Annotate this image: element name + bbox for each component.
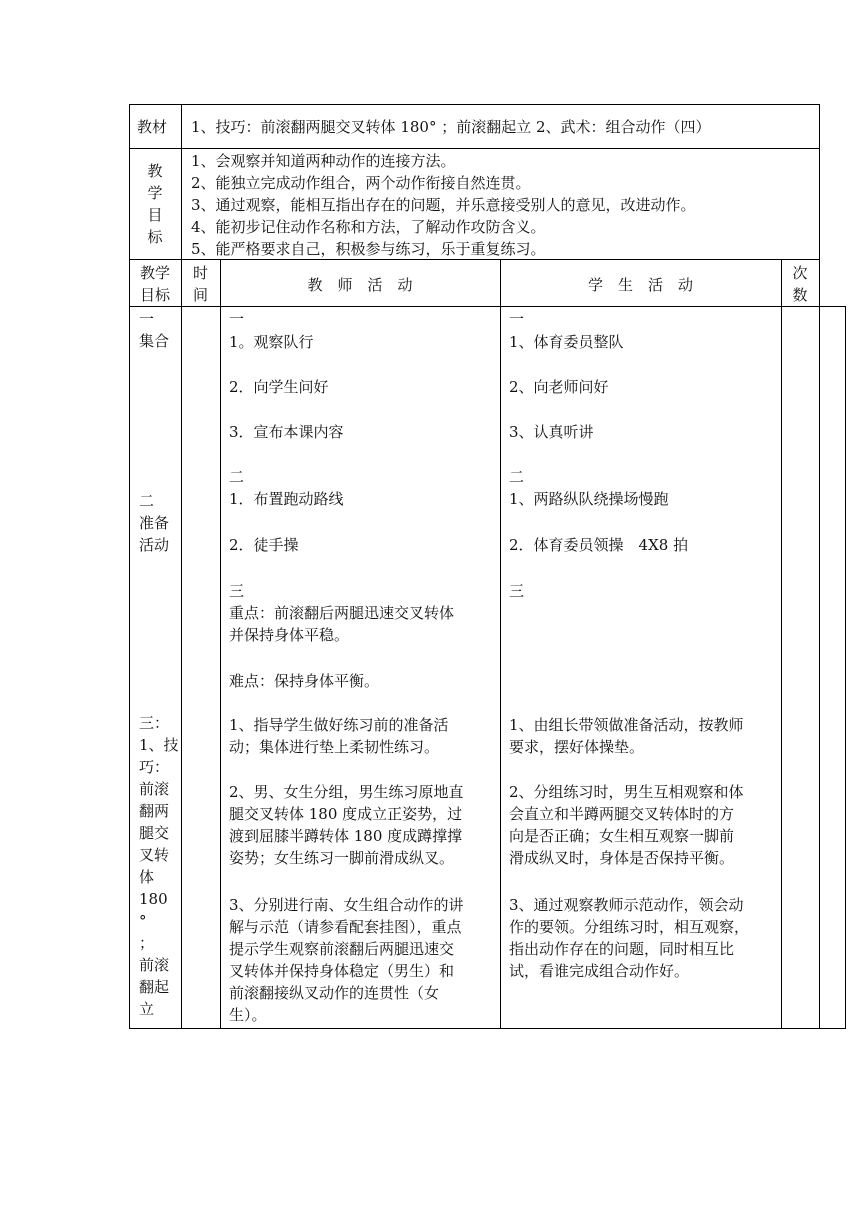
teacher-key-point: 重点：前滚翻后两腿迅速交叉转体 并保持身体平稳。 (229, 604, 455, 644)
header-goal: 教学 目标 (139, 264, 170, 304)
student-para-1: 1、由组长带领做准备活动，按教师 要求，摆好体操垫。 (509, 716, 744, 756)
student-item: 1、体育委员整队 (509, 333, 624, 351)
row1-content: 1、技巧：前滚翻两腿交叉转体 180° ；前滚翻起立 2、武术：组合动作（四） (191, 118, 711, 136)
objective-item: 3、通过观察，能相互指出存在的问题，并乐意接受别人的意见，改进动作。 (191, 196, 696, 214)
teacher-item: 1。观察队行 (229, 333, 314, 351)
header-time: 时 间 (192, 264, 208, 304)
header-bottom-line (129, 306, 846, 307)
student-item: 2、向老师问好 (509, 378, 609, 396)
header-student: 学 生 活 动 (587, 276, 693, 294)
objective-item: 1、会观察并知道两种动作的连接方法。 (191, 152, 456, 170)
student-section-3: 三 (509, 582, 525, 600)
teacher-col-line (500, 259, 501, 1029)
teacher-section-1: 一 (229, 310, 245, 328)
student-col-line (781, 259, 782, 1029)
objective-item: 2、能独立完成动作组合，两个动作衔接自然连贯。 (191, 174, 531, 192)
row2-label: 教 学 目 标 (147, 162, 163, 246)
extra-col-line (819, 306, 820, 1029)
goal-skill: 三： 1、技 巧： 前滚 翻两 腿交 叉转 体 180 ° ； 前滚 翻起 立 (139, 714, 179, 1018)
time-col-line (220, 259, 221, 1029)
header-count: 次 数 (792, 264, 808, 304)
teacher-para-3: 3、分别进行南、女生组合动作的讲 解与示范（请参看配套挂图），重点 提示学生观察前滚翻后两腿迅速交 叉转体并保持身体稳定（男生）和 前滚翻接纵叉动作的连贯性（女 生）。 (229, 896, 464, 1024)
label-col-line (181, 104, 182, 1029)
student-section-2: 二 (509, 468, 525, 486)
row1-bottom-line (129, 148, 820, 149)
student-item: 3、认真听讲 (509, 423, 594, 441)
student-para-3: 3、通过观察教师示范动作，领会动 作的要领。分组练习时，相互观察， 指出动作存在的问题，同时相互比 试，看谁完成组合动作好。 (509, 896, 750, 980)
header-teacher: 教 师 活 动 (307, 276, 413, 294)
teacher-item: 1．布置跑动路线 (229, 490, 344, 508)
teacher-para-2: 2、男、女生分组，男生练习原地直 腿交叉转体 180 度成立正姿势，过 渡到屈膝半蹲转体 180 度成蹲撑撑 姿势；女生练习一脚前滑成纵叉。 (229, 783, 464, 867)
objective-item: 5、能严格要求自己，积极参与练习，乐于重复练习。 (191, 240, 546, 258)
objective-item: 4、能初步记住动作名称和方法，了解动作攻防含义。 (191, 218, 546, 236)
student-para-2: 2、分组练习时，男生互相观察和体 会直立和半蹲两腿交叉转体时的方 向是否正确；女生相互观察一脚前 滑成纵叉时，身体是否保持平衡。 (509, 783, 744, 867)
table-border-bottom (129, 1028, 846, 1029)
goal-assembly: 一 集合 (139, 310, 170, 350)
teacher-para-1: 1、指导学生做好练习前的准备活 动；集体进行垫上柔韧性练习。 (229, 716, 449, 756)
teacher-item: 2．向学生问好 (229, 378, 329, 396)
table-border-right-lower (845, 306, 846, 1029)
table-border-right-upper (819, 104, 820, 307)
goal-warmup: 二 准备 活动 (139, 492, 170, 554)
teacher-item: 3．宣布本课内容 (229, 423, 344, 441)
teacher-section-3: 三 (229, 582, 245, 600)
teacher-difficulty: 难点：保持身体平衡。 (229, 672, 380, 690)
student-section-1: 一 (509, 310, 525, 328)
table-border-top (129, 104, 820, 105)
row1-label: 教材 (137, 118, 168, 136)
student-item: 1、两路纵队绕操场慢跑 (509, 490, 669, 508)
student-item: 2．体育委员领操 4X8 拍 (509, 536, 689, 554)
teacher-section-2: 二 (229, 468, 245, 486)
teacher-item: 2．徒手操 (229, 536, 299, 554)
